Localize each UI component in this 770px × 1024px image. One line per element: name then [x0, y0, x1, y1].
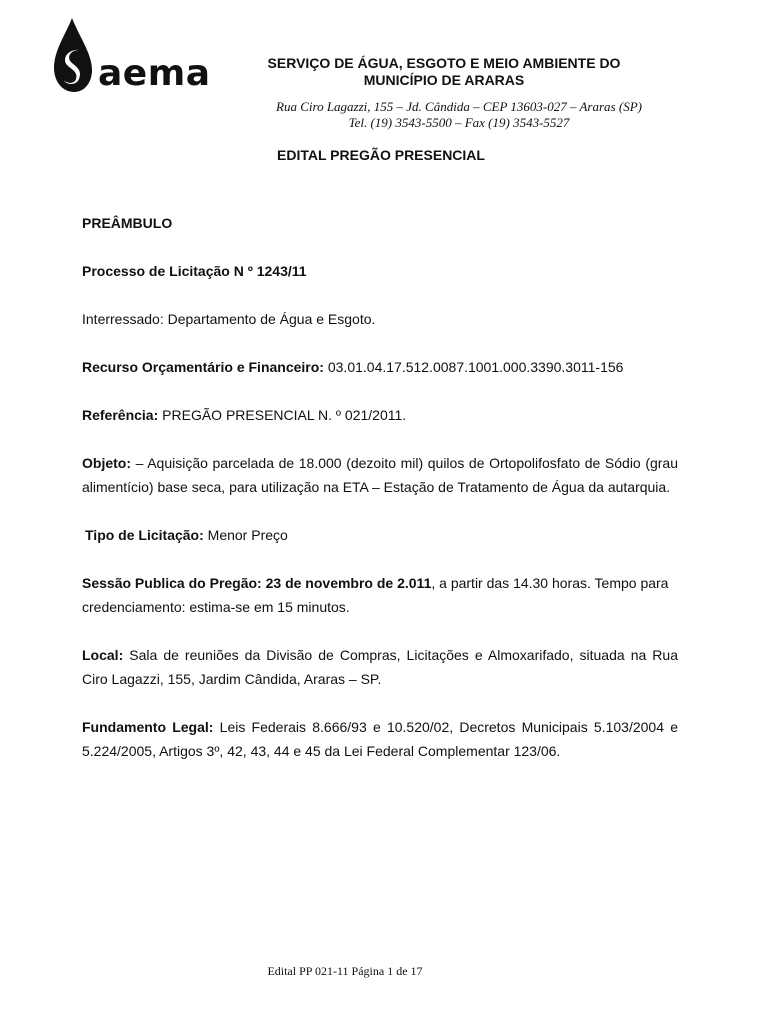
fundamento-label: Fundamento Legal:	[82, 719, 214, 735]
objeto-label: Objeto:	[82, 455, 131, 471]
processo-heading: Processo de Licitação N º 1243/11	[82, 263, 307, 279]
interessado-paragraph: Interressado: Departamento de Água e Esgoto.	[82, 311, 376, 327]
local-label: Local:	[82, 647, 124, 663]
referencia-value: PREGÃO PRESENCIAL N. º 021/2011.	[158, 407, 407, 423]
logo-text: aema	[98, 53, 211, 94]
preambulo-heading: PREÂMBULO	[82, 215, 173, 231]
org-line-2: MUNICÍPIO DE ARARAS	[363, 72, 525, 88]
water-drop-logo-icon	[52, 16, 102, 96]
organization-address	[240, 99, 678, 131]
saema-logo	[52, 16, 212, 96]
local-paragraph	[82, 643, 678, 691]
tipo-paragraph	[82, 523, 678, 547]
org-line-1: SERVIÇO DE ÁGUA, ESGOTO E MEIO AMBIENTE DO	[267, 55, 621, 71]
address-line-2: Tel. (19) 3543-5500 – Fax (19) 3543-5527	[348, 115, 570, 130]
recurso-value: 03.01.04.17.512.0087.1001.000.3390.3011-156	[323, 359, 624, 375]
local-value: Sala de reuniões da Divisão de Compras, Licitações e Almoxarifado, situada na Rua Ciro Lagazzi, 155, Jardim Cândida, Araras – SP.	[82, 647, 678, 687]
objeto-paragraph	[82, 451, 678, 499]
fundamento-paragraph	[82, 715, 678, 763]
organization-name	[240, 55, 648, 89]
referencia-label: Referência:	[82, 407, 159, 423]
objeto-value: – Aquisição parcelada de 18.000 (dezoito mil) quilos de Ortopolifosfato de Sódio (grau alimentício) base seca, para utilização na ETA – Estação de Tratamento de Água da autarquia.	[82, 455, 678, 495]
tipo-label: Tipo de Licitação:	[85, 527, 204, 543]
page-footer: Edital PP 021-11 Página 1 de 17	[267, 964, 423, 978]
recurso-label: Recurso Orçamentário e Financeiro:	[82, 359, 324, 375]
sessao-paragraph	[82, 571, 678, 619]
address-line-1: Rua Ciro Lagazzi, 155 – Jd. Cândida – CEP 13603-027 – Araras (SP)	[276, 99, 642, 114]
document-body	[82, 211, 678, 787]
fundamento-value: Leis Federais 8.666/93 e 10.520/02, Decretos Municipais 5.103/2004 e 5.224/2005, Artigos 3º, 42, 43, 44 e 45 da Lei Federal Complementar 123/06.	[82, 719, 678, 759]
sessao-label: Sessão Publica do Pregão: 23 de novembro de 2.011	[82, 575, 432, 591]
referencia-paragraph	[82, 403, 678, 427]
recurso-paragraph	[82, 355, 678, 379]
tipo-value: Menor Preço	[203, 527, 288, 543]
document-title: EDITAL PREGÃO PRESENCIAL	[277, 147, 485, 163]
sessao-value: , a partir das 14.30 horas. Tempo para credenciamento: estima-se em 15 minutos.	[82, 575, 669, 615]
